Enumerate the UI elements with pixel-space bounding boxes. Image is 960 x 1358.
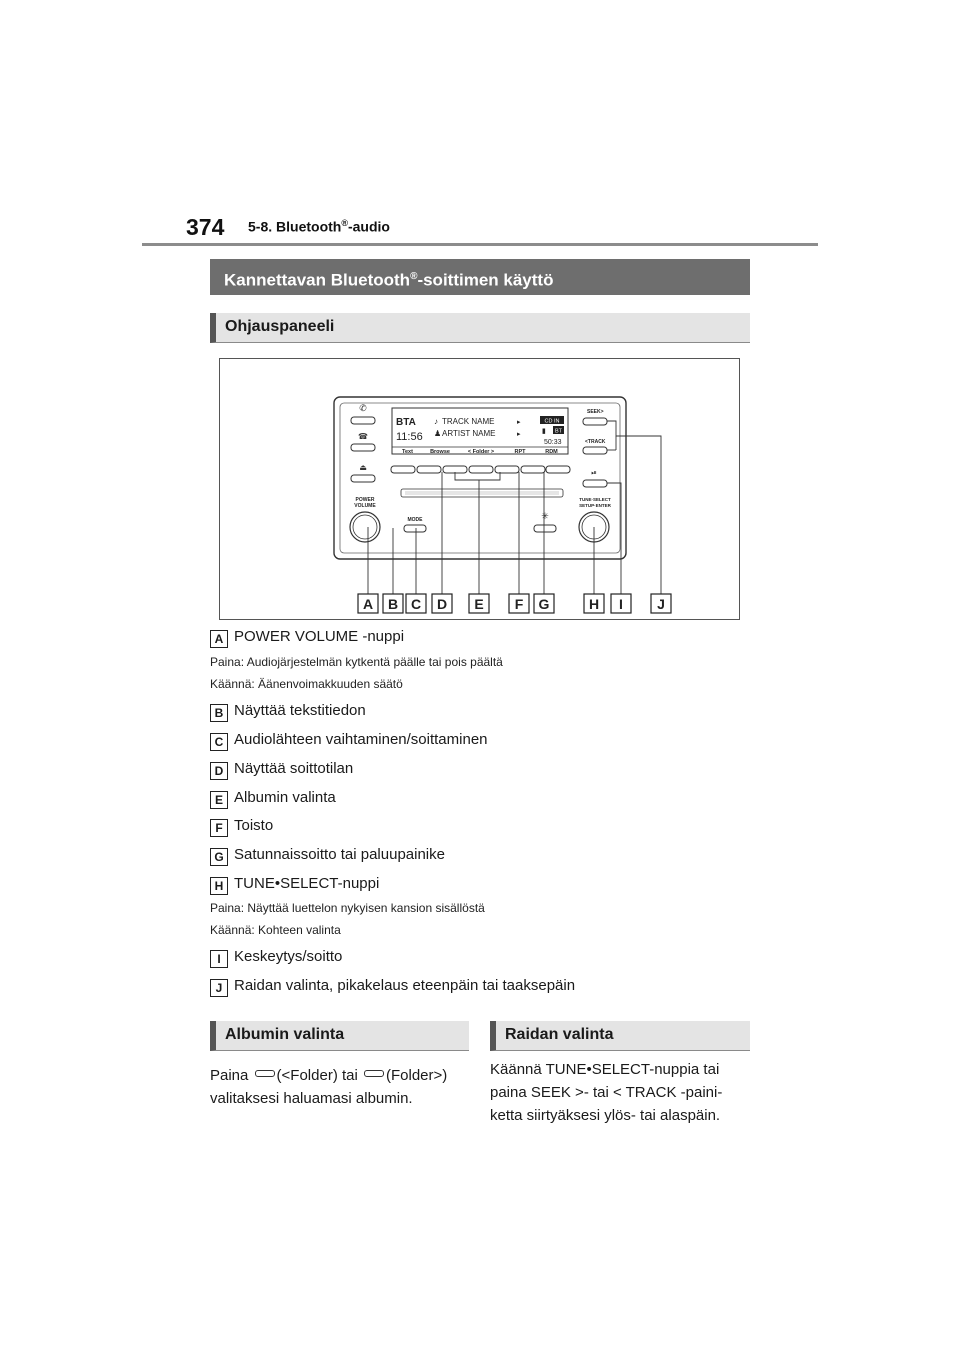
display-artist-icon: ♟ — [434, 429, 442, 438]
item-e: E Albumin valinta — [210, 789, 336, 809]
track-line-1: Käännä TUNE•SELECT-nuppia tai — [490, 1061, 720, 1078]
item-h: H TUNE•SELECT-nuppi — [210, 875, 379, 895]
soft-key-buttons — [391, 466, 570, 473]
item-b: B Näyttää tekstitiedon — [210, 702, 366, 722]
display-source: BTA — [396, 417, 416, 428]
note-h-press: Paina: Näyttää luettelon nykyisen kansion sisällöstä — [210, 901, 485, 915]
display-elapsed: 50:33 — [544, 439, 562, 446]
header-rule — [142, 243, 818, 246]
soft-key-button — [521, 466, 545, 473]
tune-select-label-2: SETUP·ENTER — [579, 503, 611, 508]
item-g: G Satunnaissoitto tai paluupainike — [210, 846, 445, 866]
page-number: 374 — [186, 214, 225, 240]
light-icon: ✳ — [541, 511, 549, 521]
callout-labels — [358, 594, 671, 613]
note-a-press: Paina: Audiojärjestelmän kytkentä päälle tai pois päältä — [210, 655, 503, 669]
mode-button — [404, 525, 426, 532]
note-a-turn: Käännä: Äänenvoimakkuuden säätö — [210, 677, 403, 691]
display-arrow-1: ▸ — [517, 419, 521, 426]
display-arrow-2: ▸ — [517, 431, 521, 438]
phone-hangup-button — [351, 444, 375, 451]
album-line-2: valitaksesi haluamasi albumin. — [210, 1090, 413, 1107]
callout-letter: F — [514, 596, 524, 612]
display-artist: ARTIST NAME — [442, 429, 496, 438]
soft-key-label: Browse — [430, 449, 450, 455]
track-line-2: paina SEEK >- tai < TRACK -paini- — [490, 1084, 723, 1101]
play-pause-button — [583, 480, 607, 487]
soft-key-label: RDM — [545, 449, 558, 455]
track-text — [490, 1058, 722, 1127]
item-c: C Audiolähteen vaihtaminen/soittaminen — [210, 731, 488, 751]
callout-letter: C — [410, 596, 422, 612]
item-j: J Raidan valinta, pikakelaus eteenpäin tai taaksepäin — [210, 977, 575, 997]
mode-label: MODE — [407, 517, 423, 523]
section-title: Kannettavan Bluetooth®-soittimen käyttö — [210, 259, 750, 295]
track-button — [583, 447, 607, 454]
callout-letter: D — [436, 596, 448, 612]
callout-letter: I — [619, 596, 623, 612]
signal-icon: ▮ — [542, 428, 546, 435]
control-panel-figure — [219, 358, 740, 620]
running-header: 5-8. Bluetooth®-audio — [248, 218, 390, 235]
soft-key-label: RPT — [514, 449, 526, 455]
button-icon — [255, 1070, 275, 1077]
soft-key-button — [417, 466, 441, 473]
soft-key-button — [443, 466, 467, 473]
power-volume-label-2: VOLUME — [354, 503, 376, 509]
callout-letter: J — [657, 596, 665, 612]
tune-select-label-1: TUNE·SELECT — [579, 497, 611, 502]
phone-answer-button — [351, 417, 375, 424]
callout-letter: G — [538, 596, 550, 612]
light-button — [534, 525, 556, 532]
bt-badge-text: BT — [554, 428, 563, 435]
subheading-track: Raidan valinta — [490, 1021, 750, 1051]
eject-button — [351, 475, 375, 482]
item-f: F Toisto — [210, 817, 273, 837]
display-time: 11:56 — [396, 431, 423, 443]
control-panel-illustration — [220, 359, 741, 621]
soft-key-button — [391, 466, 415, 473]
subheading-album: Albumin valinta — [210, 1021, 469, 1051]
power-volume-knob — [350, 512, 380, 542]
callout-letter: B — [387, 596, 399, 612]
callout-letter: E — [474, 596, 484, 612]
item-a: A POWER VOLUME -nuppi — [210, 628, 404, 648]
soft-key-button — [469, 466, 493, 473]
callout-letter: H — [588, 596, 600, 612]
soft-key-button — [495, 466, 519, 473]
soft-key-label: < Folder > — [467, 449, 495, 455]
album-line-1: Paina (<Folder) tai (Folder>) — [210, 1067, 448, 1084]
callout-letter: A — [362, 596, 374, 612]
item-i: I Keskeytys/soitto — [210, 948, 342, 968]
phone-hangup-icon: ☎ — [358, 432, 368, 441]
eject-icon: ⏏ — [359, 463, 367, 472]
soft-key-button — [546, 466, 570, 473]
note-h-turn: Käännä: Kohteen valinta — [210, 923, 341, 937]
album-text — [210, 1064, 447, 1110]
cd-badge-text: CD IN — [544, 418, 560, 425]
seek-label: SEEK> — [587, 409, 604, 415]
seek-button — [583, 418, 607, 425]
track-label: <TRACK — [585, 439, 606, 445]
play-pause-icon: ⏯ — [591, 470, 597, 477]
button-icon — [364, 1070, 384, 1077]
phone-answer-icon: ✆ — [359, 403, 367, 413]
track-line-3: ketta siirtyäksesi ylös- tai alaspäin. — [490, 1107, 721, 1124]
subheading-control-panel: Ohjauspaneeli — [210, 313, 750, 343]
display-track-icon: ♪ — [434, 417, 438, 426]
soft-key-label: Text — [402, 449, 413, 455]
item-d: D Näyttää soittotilan — [210, 760, 353, 780]
power-volume-label-1: POWER — [355, 497, 375, 503]
display-track: TRACK NAME — [442, 417, 495, 426]
